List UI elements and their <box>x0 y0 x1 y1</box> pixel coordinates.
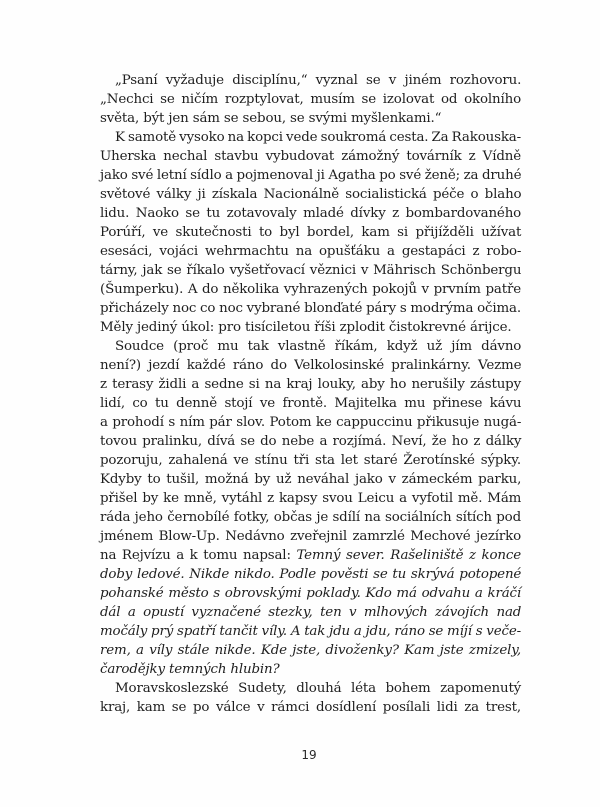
text-line-content: a prohodí s ním pár slov. Potom ke cappuccinu přikusuje nugá- <box>100 415 522 430</box>
text-line <box>100 489 521 508</box>
text-line <box>100 413 521 432</box>
text-line <box>100 356 521 375</box>
text-line-content: „Psaní vyžaduje disciplínu,“ vyznal se v jiném rozhovoru. <box>115 73 522 88</box>
text-line <box>100 204 521 223</box>
text-line-content: na Rejvízu a k tomu napsal: <box>100 548 297 563</box>
text-line-content: močály prý spatří tančit víly. A tak jdu a jdu, ráno se míjí s veče- <box>100 624 521 639</box>
text-line <box>100 147 521 166</box>
text-line <box>100 660 521 679</box>
text-line-content: Kdyby to tušil, možná by už neváhal jako v zámeckém parku, <box>100 472 522 487</box>
text-line <box>100 280 521 299</box>
text-line-content: Soudce (proč mu tak vlastně říkám, když už jím dávno <box>115 339 522 354</box>
text-line-content: kraj, kam se po válce v rámci dosídlení posílali lidi za trest, <box>100 700 521 715</box>
text-line-content: tovou pralinku, dívá se do nebe a rozjímá. Neví, že ho z dálky <box>100 434 522 449</box>
page-number: 19 <box>301 748 317 762</box>
text-line-content: pozoruju, zahalená ve stínu tři sta let staré Žerotínské sýpky. <box>100 453 521 468</box>
text-line-content: ráda jeho černobílé fotky, občas je sdílí na sociálních sítích pod <box>100 510 521 525</box>
text-line-content: Uherska nechal stavbu vybudovat zámožný továrník z Vídně <box>100 149 522 164</box>
text-line-content: „Nechci se ničím rozptylovat, musím se izolovat od okolního <box>100 92 521 107</box>
text-line <box>100 337 521 356</box>
text-line-content: tárny, jak se říkalo vyšetřovací věznici v Mährisch Schönbergu <box>100 263 522 278</box>
body-text <box>100 71 521 717</box>
text-line-content: esesáci, vojáci wehrmachtu na opušťáku a gestapáci z robo- <box>100 244 522 259</box>
text-line <box>100 299 521 318</box>
text-line <box>100 261 521 280</box>
text-line <box>100 109 521 128</box>
text-line-content: přišel by ke mně, vytáhl z kapsy svou Leicu a vyfotil mě. Mám <box>100 491 522 506</box>
text-line <box>100 375 521 394</box>
text-line <box>100 318 521 337</box>
text-line-content: K samotě vysoko na kopci vede soukromá cesta. Za Rakouska- <box>115 130 521 145</box>
text-line-content: jménem Blow-Up. Nedávno zveřejnil zamrzlé Mechové jezírko <box>100 529 521 544</box>
text-line <box>100 546 521 565</box>
text-line-content: Moravskoslezské Sudety, dlouhá léta bohem zapomenutý <box>115 681 522 696</box>
text-line-content: čarodějky temných hlubin? <box>100 662 280 677</box>
text-line <box>100 242 521 261</box>
text-line <box>100 432 521 451</box>
text-line-content: doby ledové. Nikde nikdo. Podle pověsti se tu skrývá potopené <box>100 567 522 582</box>
text-line <box>100 128 521 147</box>
text-line-content: rem, a víly stále nikde. Kde jste, divoženky? Kam jste zmizely, <box>100 643 521 658</box>
text-line-content: pohanské město s obrovskými poklady. Kdo má odvahu a kráčí <box>100 586 522 601</box>
text-line <box>100 470 521 489</box>
text-line <box>100 565 521 584</box>
text-line-content: lidí, co tu denně stojí ve frontě. Majitelka mu přinese kávu <box>100 396 522 411</box>
text-line <box>100 71 521 90</box>
text-line <box>100 90 521 109</box>
text-line <box>100 451 521 470</box>
text-line <box>100 508 521 527</box>
text-line <box>100 603 521 622</box>
text-line-content: Porúří, ve skutečnosti to byl bordel, kam si přijížděli užívat <box>100 225 522 240</box>
text-line-italic-segment: Temný sever. Rašeliniště z konce <box>296 548 522 563</box>
text-line-content: Měly jediný úkol: pro tisíciletou říši zplodit čistokrevné árijce. <box>100 320 512 335</box>
text-line <box>100 584 521 603</box>
text-line <box>100 185 521 204</box>
text-line-content: přicházely noc co noc vybrané blonďaté páry s modrýma očima. <box>100 301 521 316</box>
text-line-content: lidu. Naoko se tu zotavovaly mladé dívky z bombardovaného <box>100 206 522 221</box>
text-line <box>100 394 521 413</box>
text-line <box>100 527 521 546</box>
text-line-content: dál a opustí vyznačené stezky, ten v mlhových závojích nad <box>100 605 522 620</box>
text-line-content: z terasy židli a sedne si na kraj louky, aby ho nerušily zástupy <box>100 377 522 392</box>
text-line <box>100 622 521 641</box>
text-line-content: není?) jezdí každé ráno do Velkolosinské pralinkárny. Vezme <box>100 358 522 373</box>
text-line-content: světa, být jen sám se sebou, se svými myšlenkami.“ <box>100 111 442 126</box>
text-line-content: jako své letní sídlo a pojmenoval ji Agatha po své ženě; za druhé <box>100 168 522 183</box>
text-line <box>100 641 521 660</box>
text-line <box>100 698 521 717</box>
text-line-content: (Šumperku). A do několika vyhrazených pokojů v prvním patře <box>100 282 521 297</box>
text-line-content: světové války ji získala Nacionálně socialistická péče o blaho <box>100 187 522 202</box>
text-line <box>100 223 521 242</box>
text-line <box>100 166 521 185</box>
text-line <box>100 679 521 698</box>
